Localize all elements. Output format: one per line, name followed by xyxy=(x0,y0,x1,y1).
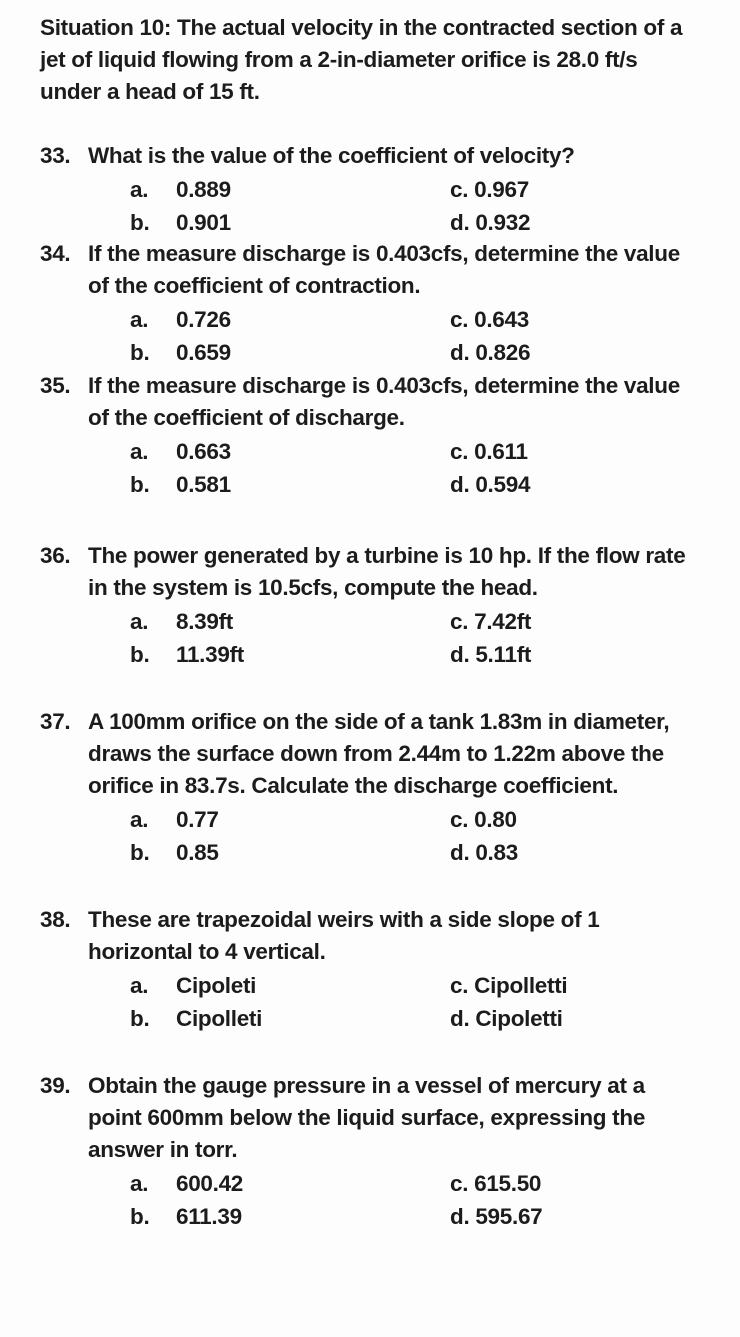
choices xyxy=(40,436,700,502)
question-text: The power generated by a turbine is 10 hp. If the flow rate in the system is 10.5cfs, compute the head. xyxy=(88,543,686,600)
question-number: 39. xyxy=(40,1073,71,1098)
choice-b: b. 11.39ft xyxy=(130,642,244,667)
question-number: 36. xyxy=(40,543,71,568)
question-number: 38. xyxy=(40,907,71,932)
question-36 xyxy=(40,540,700,672)
choices xyxy=(40,174,700,240)
choice-d: d. 0.826 xyxy=(450,340,531,365)
question-number: 35. xyxy=(40,373,71,398)
question-text: If the measure discharge is 0.403cfs, determine the value of the coefficient of contraction. xyxy=(88,241,680,298)
choices xyxy=(40,304,700,370)
question-37 xyxy=(40,706,700,870)
question-35 xyxy=(40,370,700,502)
choice-d: d. 0.594 xyxy=(450,472,531,497)
choice-d: d. Cipoletti xyxy=(450,1006,563,1031)
choice-d: d. 5.11ft xyxy=(450,642,532,667)
choice-b: b. 0.901 xyxy=(130,210,231,235)
choice-c: c. Cipolletti xyxy=(450,973,568,998)
choice-b: b. 0.659 xyxy=(130,340,231,365)
question-text: What is the value of the coefficient of velocity? xyxy=(88,143,575,168)
question-text: A 100mm orifice on the side of a tank 1.83m in diameter, draws the surface down from 2.44m to 1.22m above the orifice in 83.7s. Calculate the discharge coefficient. xyxy=(88,709,670,798)
choice-b: b. 0.581 xyxy=(130,472,231,497)
choice-d: d. 0.83 xyxy=(450,840,518,865)
choice-b: b. 0.85 xyxy=(130,840,219,865)
choice-c: c. 0.643 xyxy=(450,307,529,332)
choices xyxy=(40,606,700,672)
choices xyxy=(40,804,700,870)
choice-c: c. 0.967 xyxy=(450,177,529,202)
choice-a: a. 0.726 xyxy=(130,307,231,332)
choices xyxy=(40,970,700,1036)
question-number: 34. xyxy=(40,241,71,266)
choice-d: d. 595.67 xyxy=(450,1204,543,1229)
choice-c: c. 0.80 xyxy=(450,807,517,832)
question-34 xyxy=(40,238,700,370)
choice-a: a. 0.663 xyxy=(130,439,231,464)
choice-c: c. 615.50 xyxy=(450,1171,542,1196)
question-39 xyxy=(40,1070,700,1234)
choices xyxy=(40,1168,700,1234)
choice-a: a. 8.39ft xyxy=(130,609,233,634)
situation-text: Situation 10: The actual velocity in the contracted section of a jet of liquid flowing from a 2-in-diameter orifice is 28.0 ft/s under a head of 15 ft. xyxy=(40,15,683,104)
question-number: 33. xyxy=(40,143,71,168)
choice-c: c. 0.611 xyxy=(450,439,528,464)
choice-a: a. 600.42 xyxy=(130,1171,244,1196)
question-text: If the measure discharge is 0.403cfs, determine the value of the coefficient of discharge. xyxy=(88,373,680,430)
question-38 xyxy=(40,904,700,1036)
question-text: Obtain the gauge pressure in a vessel of mercury at a point 600mm below the liquid surface, expressing the answer in torr. xyxy=(88,1073,646,1162)
choice-b: b. 611.39 xyxy=(130,1204,242,1229)
choice-a: a. Cipoleti xyxy=(130,973,257,998)
question-number: 37. xyxy=(40,709,71,734)
choice-c: c. 7.42ft xyxy=(450,609,532,634)
question-text: These are trapezoidal weirs with a side slope of 1 horizontal to 4 vertical. xyxy=(88,907,600,964)
question-33 xyxy=(40,140,700,240)
choice-a: a. 0.77 xyxy=(130,807,219,832)
choice-b: b. Cipolleti xyxy=(130,1006,263,1031)
choice-a: a. 0.889 xyxy=(130,177,231,202)
choice-d: d. 0.932 xyxy=(450,210,531,235)
